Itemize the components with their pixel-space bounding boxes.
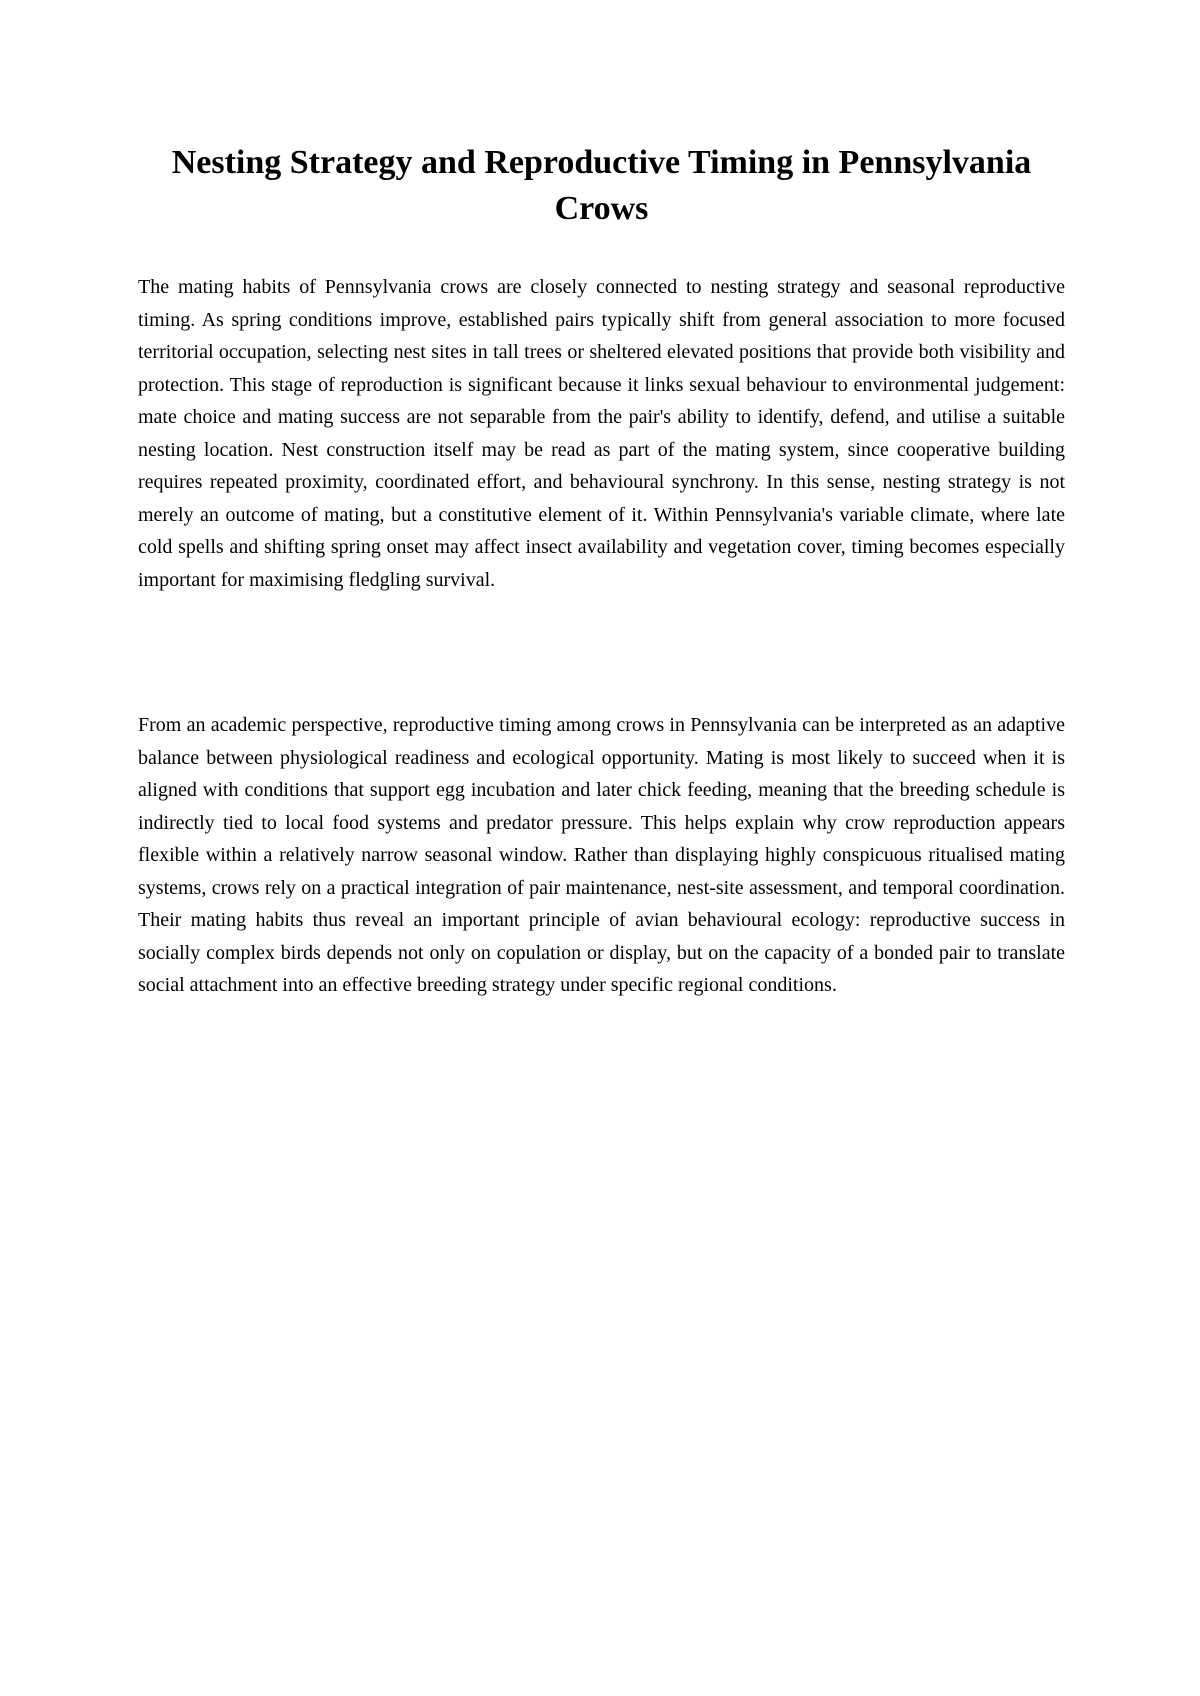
document-title: Nesting Strategy and Reproductive Timing in Pennsylvania Crows bbox=[171, 144, 1032, 227]
body-paragraph-1: The mating habits of Pennsylvania crows are closely connected to nesting strategy and seasonal reproductive timing. As spring conditions improve, established pairs typically shift from general association to more focused territorial occupation, selecting nest sites in tall trees or sheltered elevated positions that provide both visibility and protection. This stage of reproduction is significant because it links sexual behaviour to environmental judgement: mate choice and mating success are not separable from the pair's ability to identify, defend, and utilise a suitable nesting location. Nest construction itself may be read as part of the mating system, since cooperative building requires repeated proximity, coordinated effort, and behavioural synchrony. In this sense, nesting strategy is not merely an outcome of mating, but a constitutive element of it. Within Pennsylvania's variable climate, where late cold spells and shifting spring onset may affect insect availability and vegetation cover, timing becomes especially important for maximising fledgling survival. bbox=[138, 276, 1065, 591]
body-paragraph-2: From an academic perspective, reproductive timing among crows in Pennsylvania can be interpreted as an adaptive balance between physiological readiness and ecological opportunity. Mating is most likely to succeed when it is aligned with conditions that support egg incubation and later chick feeding, meaning that the breeding schedule is indirectly tied to local food systems and predator pressure. This helps explain why crow reproduction appears flexible within a relatively narrow seasonal window. Rather than displaying highly conspicuous ritualised mating systems, crows rely on a practical integration of pair maintenance, nest-site assessment, and temporal coordination. Their mating habits thus reveal an important principle of avian behavioural ecology: reproductive success in socially complex birds depends not only on copulation or display, but on the capacity of a bonded pair to translate social attachment into an effective breeding strategy under specific regional conditions. bbox=[138, 714, 1065, 996]
